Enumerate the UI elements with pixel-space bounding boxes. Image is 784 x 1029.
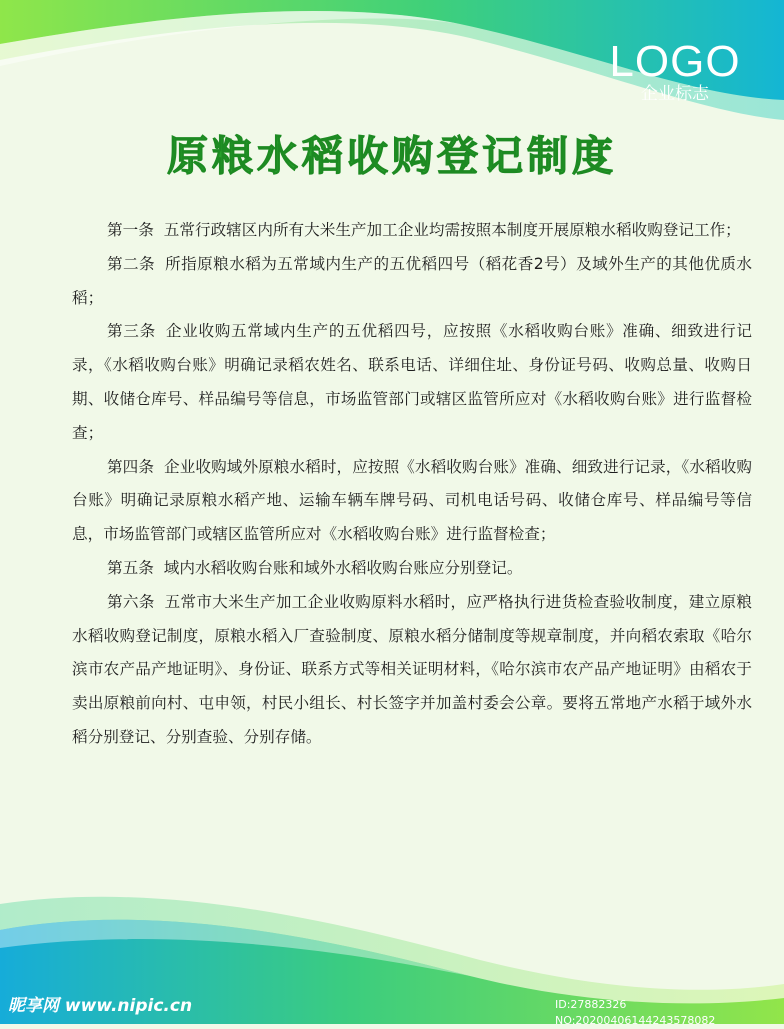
article-text: 五常市大米生产加工企业收购原料水稻时，应严格执行进货检查验收制度，建立原粮水稻收购登记制度，原粮水稻入厂查验制度、原粮水稻分储制度等规章制度，并向稻农索取《哈尔滨市农产品产地证明》、身份证、联系方式等相关证明材料，《哈尔滨市农产品产地证明》由稻农于卖出原粮前向村、屯申领，村民小组长、村长签字并加盖村委会公章。要将五常地产水稻于域外水稻分别登记、分别查验、分别存储。 [72,592,752,746]
article-text: 五常行政辖区内所有大米生产加工企业均需按照本制度开展原粮水稻收购登记工作； [163,221,741,239]
logo-text: LOGO [609,37,741,86]
page-title: 原粮水稻收购登记制度 [167,132,617,180]
logo [600,38,750,104]
article-label: 第三条 [107,322,156,341]
article-label: 第二条 [107,254,156,273]
logo-subtitle: 企业标志 [641,84,709,104]
article-text: 域内水稻收购台账和域外水稻收购台账应分别登记。 [163,558,523,577]
article-label: 第四条 [107,457,155,476]
article-1 [72,214,752,248]
article-3 [72,315,752,450]
article-6 [72,586,752,755]
article-text: 企业收购五常域内生产的五优稻四号，应按照《水稻收购台账》准确、细致进行记录，《水稻收购台账》明确记录稻农姓名、联系电话、详细住址、身份证号码、收购总量、收购日期、收储仓库号、样品编号等信息，市场监管部门或辖区监管所应对《水稻收购台账》进行监督检查； [72,322,752,442]
article-4 [72,451,752,552]
article-label: 第五条 [107,558,154,577]
article-label: 第一条 [107,221,154,239]
watermark-site: 昵享网 www.nipic.cn [8,996,193,1016]
article-2 [72,248,752,316]
watermark-id: ID:27882326 NO:20200406144243578082 [555,998,716,1027]
regulation-body [72,214,752,755]
article-label: 第六条 [107,592,155,611]
article-5 [72,552,752,586]
article-text: 企业收购域外原粮水稻时，应按照《水稻收购台账》准确、细致进行记录，《水稻收购台账》明确记录原粮水稻产地、运输车辆车牌号码、司机电话号码、收储仓库号、样品编号等信息，市场监管部门或辖区监管所应对《水稻收购台账》进行监督检查； [72,457,752,544]
article-text: 所指原粮水稻为五常域内生产的五优稻四号（稻花香2号）及域外生产的其他优质水稻； [72,254,752,307]
